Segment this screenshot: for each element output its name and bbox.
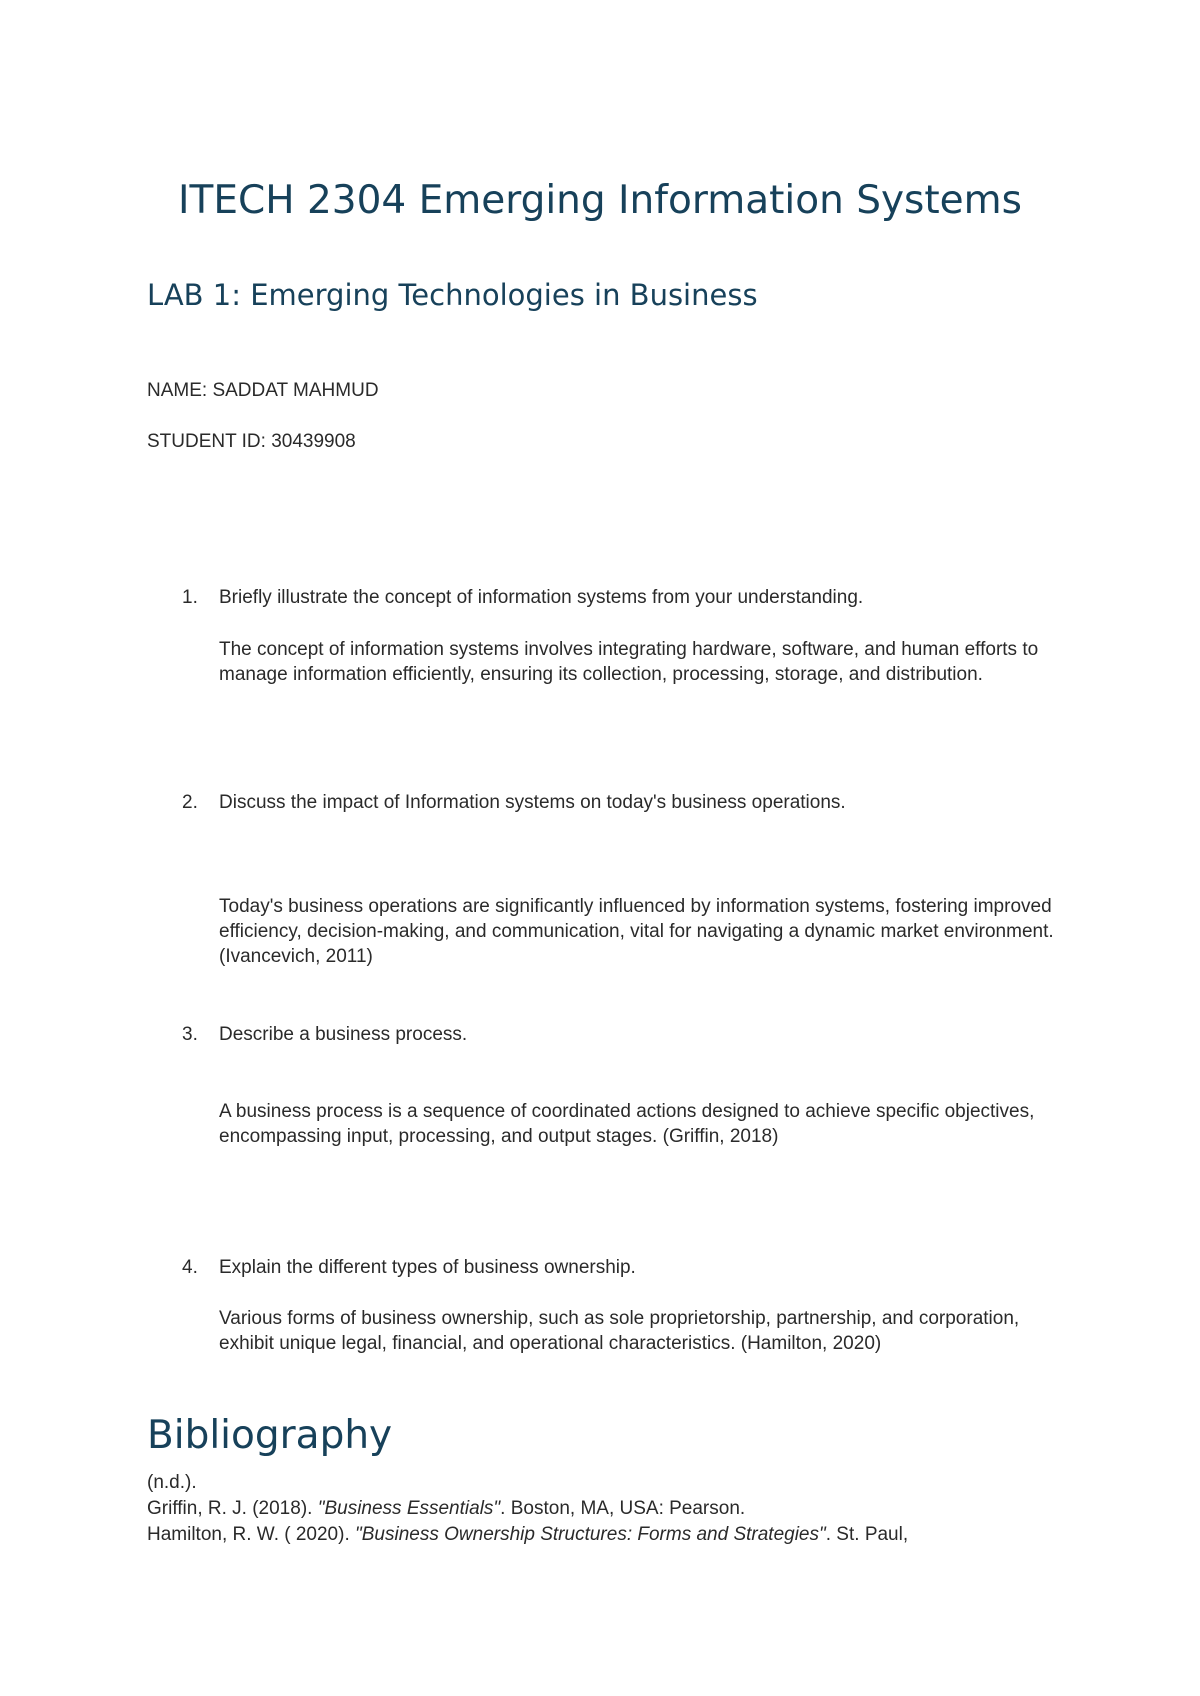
question-number: 3. xyxy=(182,1024,198,1045)
bib-entry-title: "Business Essentials" xyxy=(317,1498,501,1519)
bib-entry-title: "Business Ownership Structures: Forms and Strategies" xyxy=(355,1524,826,1545)
bib-entry-prefix: Griffin, R. J. (2018). xyxy=(147,1498,318,1519)
bibliography-heading: Bibliography xyxy=(147,1413,393,1458)
bib-entry-prefix: Hamilton, R. W. ( 2020). xyxy=(147,1524,356,1545)
bib-entry-suffix: . Boston, MA, USA: Pearson. xyxy=(500,1498,746,1519)
bibliography-entry xyxy=(147,1522,908,1547)
student-id: STUDENT ID: 30439908 xyxy=(147,431,356,452)
question-number: 2. xyxy=(182,792,198,813)
document-title: ITECH 2304 Emerging Information Systems xyxy=(178,178,1022,223)
question-text: Briefly illustrate the concept of information systems from your understanding. xyxy=(219,587,864,608)
bib-entry-suffix: . St. Paul, xyxy=(825,1524,909,1545)
question-number: 1. xyxy=(182,587,198,608)
student-name: NAME: SADDAT MAHMUD xyxy=(147,380,379,401)
lab-title: LAB 1: Emerging Technologies in Business xyxy=(147,278,758,312)
answer-3: A business process is a sequence of coordinated actions designed to achieve specific objectives, encompassing input, processing, and output stages. (Griffin, 2018) xyxy=(219,1101,1035,1147)
bibliography-entry xyxy=(147,1496,745,1521)
answer-citation: (Ivancevich, 2011) xyxy=(219,946,373,967)
answer-text: Today's business operations are significantly influenced by information systems, fostering improved efficiency, decision-making, and communication, vital for navigating a dynamic market environment. xyxy=(219,896,1054,942)
question-text: Describe a business process. xyxy=(219,1024,468,1045)
answer-2 xyxy=(219,894,1079,969)
bib-entry-prefix: (n.d.). xyxy=(147,1472,197,1493)
question-text: Discuss the impact of Information systems on today's business operations. xyxy=(219,792,846,813)
bibliography-entry xyxy=(147,1470,197,1495)
answer-4: Various forms of business ownership, such as sole proprietorship, partnership, and corporation, exhibit unique legal, financial, and operational characteristics. (Hamilton, 2020) xyxy=(219,1308,1020,1354)
question-number: 4. xyxy=(182,1257,198,1278)
answer-1: The concept of information systems involves integrating hardware, software, and human efforts to manage information efficiently, ensuring its collection, processing, storage, and distribution. xyxy=(219,639,1039,685)
question-text: Explain the different types of business ownership. xyxy=(219,1257,636,1278)
